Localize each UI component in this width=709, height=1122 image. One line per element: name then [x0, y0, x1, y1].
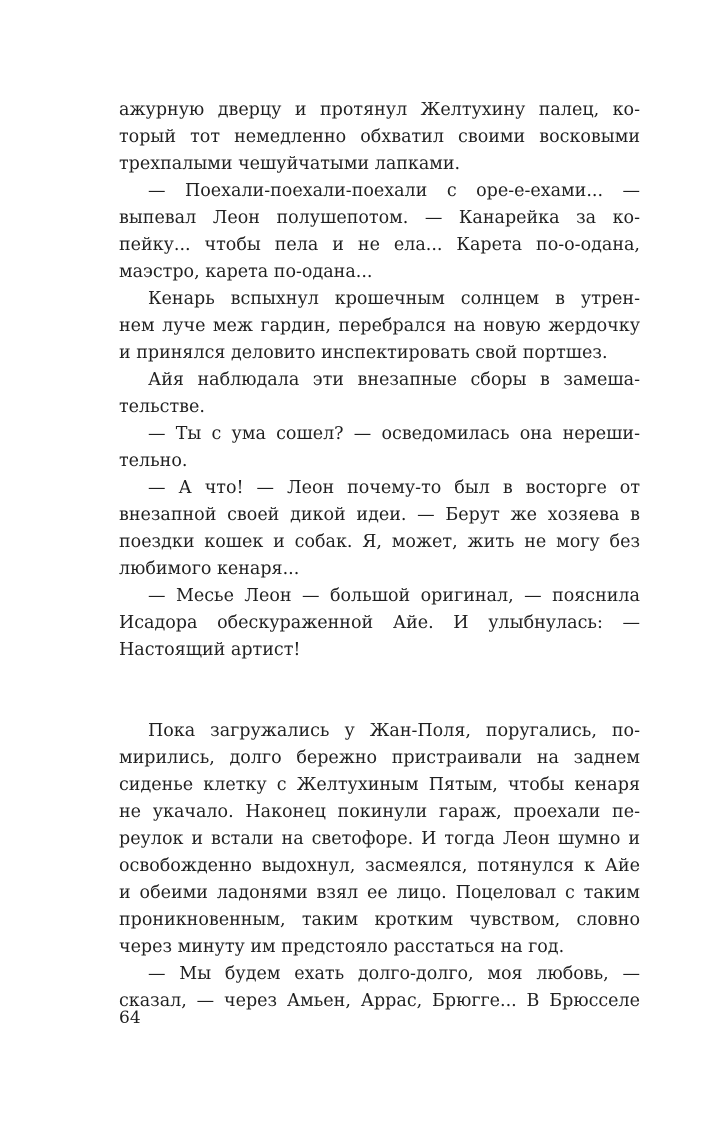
text-line: сиденье клетку с Желтухиным Пятым, чтобы кенаря: [119, 775, 640, 795]
text-line: Пока загружались у Жан-Поля, поругались, по-: [148, 721, 640, 741]
text-line: тельстве.: [119, 397, 205, 417]
text-line: — Мы будем ехать долго-долго, моя любовь, —: [148, 964, 640, 984]
text-line: трехпалыми чешуйчатыми лапками.: [119, 154, 461, 174]
page-number: 64: [119, 1008, 141, 1028]
text-line: проникновенным, таким кротким чувством, словно: [119, 910, 640, 930]
text-line: Настоящий артист!: [119, 640, 301, 660]
text-line: сказал, — через Амьен, Аррас, Брюгге... В Брюсселе: [119, 991, 640, 1011]
text-line: и обеими ладонями взял ее лицо. Поцеловал с таким: [119, 883, 640, 903]
text-line: Айя наблюдала эти внезапные сборы в замеша-: [148, 370, 640, 390]
text-line: — А что! — Леон почему-то был в восторге от: [148, 478, 640, 498]
text-line: внезапной своей дикой идеи. — Берут же хозяева в: [119, 505, 640, 525]
text-line: любимого кенаря...: [119, 559, 300, 579]
text-line: и принялся деловито инспектировать свой портшез.: [119, 343, 608, 363]
text-line: — Месье Леон — большой оригинал, — пояснила: [148, 586, 640, 606]
text-line: через минуту им предстояло расстаться на год.: [119, 937, 565, 957]
text-line: пейку... чтобы пела и не ела... Карета по-о-одана,: [119, 235, 640, 255]
text-line: не укачало. Наконец покинули гараж, проехали пе-: [119, 802, 640, 822]
text-line: поездки кошек и собак. Я, может, жить не могу без: [119, 532, 640, 552]
text-line: нем луче меж гардин, перебрался на новую жердочку: [119, 316, 640, 336]
text-line: — Ты с ума сошел? — осведомилась она нереши-: [148, 424, 640, 444]
text-line: торый тот немедленно обхватил своими восковыми: [119, 127, 640, 147]
text-line: реулок и встали на светофоре. И тогда Леон шумно и: [119, 829, 640, 849]
text-line: Исадора обескураженной Айе. И улыбнулась: —: [119, 613, 640, 633]
text-line: ажурную дверцу и протянул Желтухину палец, ко-: [119, 100, 640, 120]
text-line: тельно.: [119, 451, 188, 471]
text-line: мирились, долго бережно пристраивали на заднем: [119, 748, 640, 768]
text-line: Кенарь вспыхнул крошечным солнцем в утрен-: [148, 289, 640, 309]
text-line: освобожденно выдохнул, засмеялся, потянулся к Айе: [119, 856, 640, 876]
text-line: — Поехали-поехали-поехали с оре-е-ехами... —: [148, 181, 640, 201]
text-line: маэстро, карета по-одана...: [119, 262, 373, 282]
text-line: выпевал Леон полушепотом. — Канарейка за ко-: [119, 208, 640, 228]
